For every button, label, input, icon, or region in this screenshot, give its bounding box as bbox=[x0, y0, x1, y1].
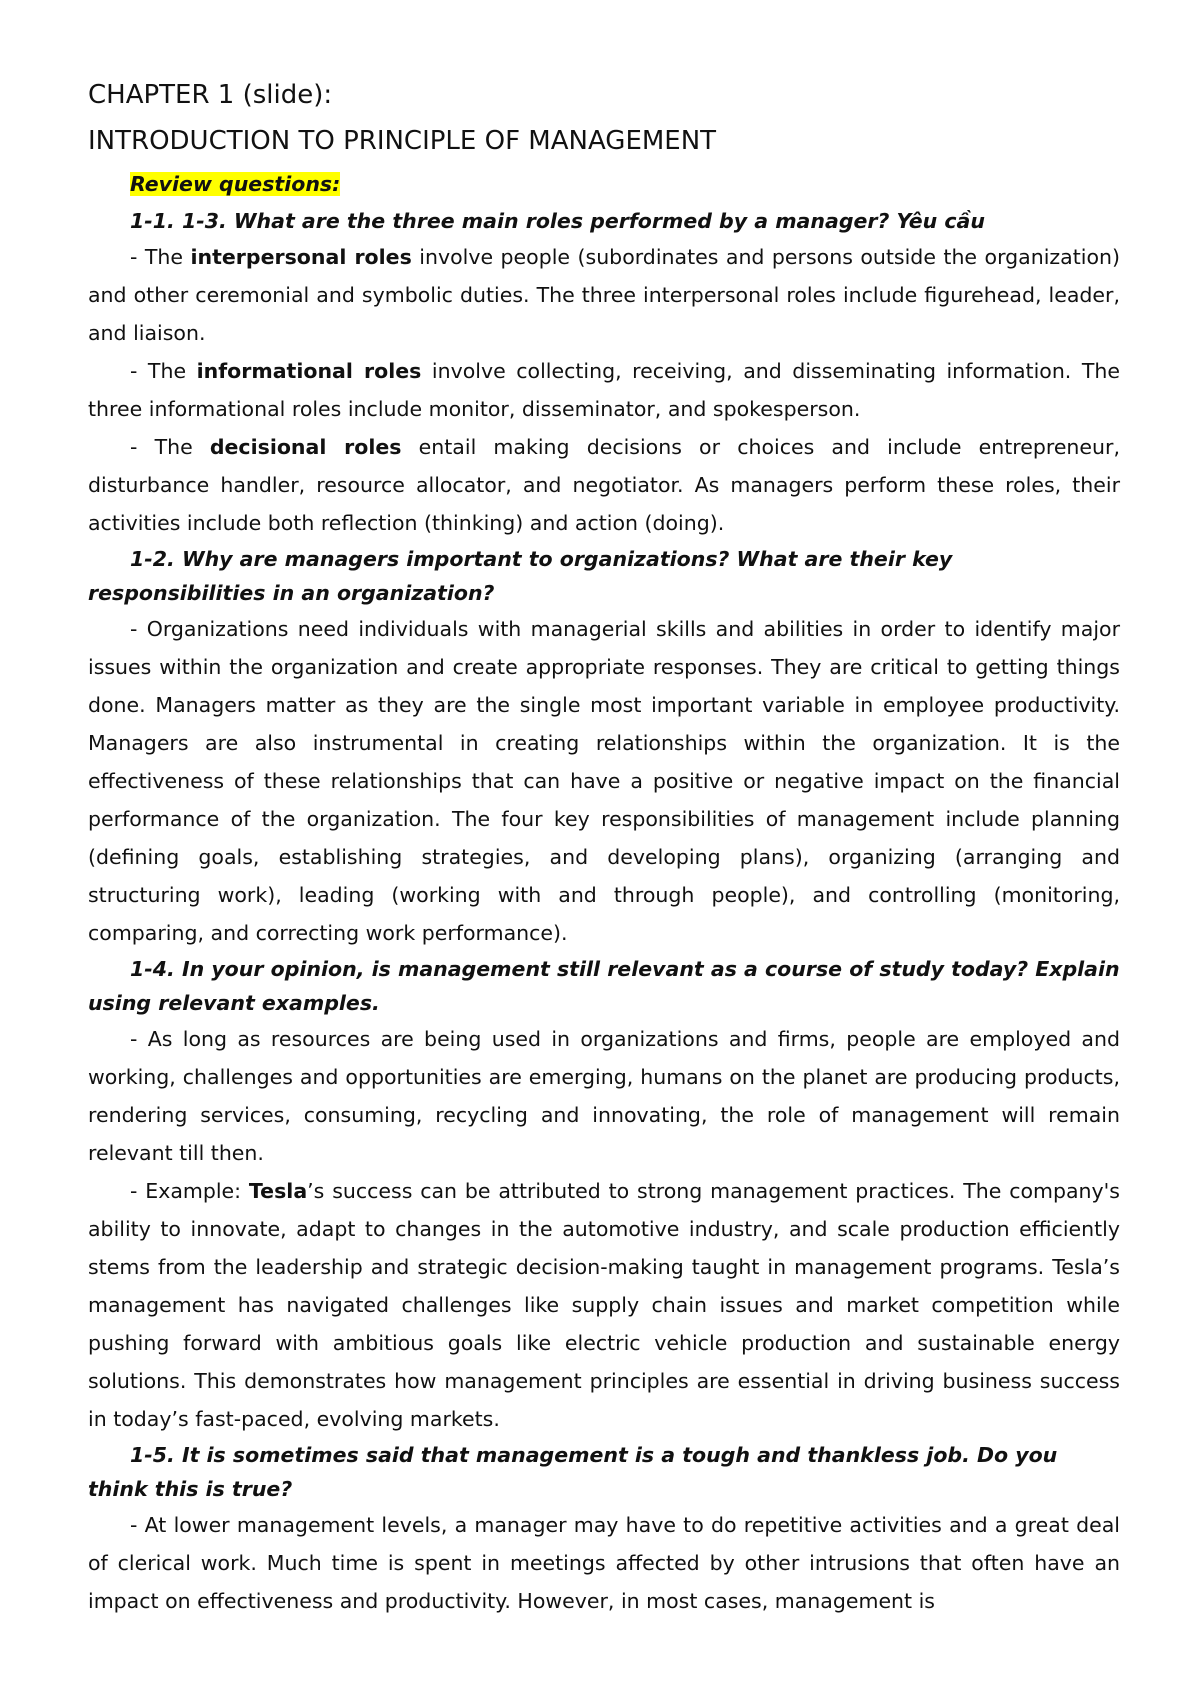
document-page bbox=[88, 72, 1120, 1620]
review-questions-label bbox=[130, 164, 1120, 204]
answer-paragraph: - At lower management levels, a manager may have to do repetitive activities and a great deal of clerical work. Much time is spent in meetings affected by other intrusions that often have an impact on effectiveness and productivity. However, in most cases, management is bbox=[88, 1513, 1120, 1613]
question-1-2: 1-2. Why are managers important to organizations? What are their key responsibilities in an organization? bbox=[88, 547, 953, 605]
answer-paragraph: - As long as resources are being used in organizations and firms, people are employed and working, challenges and opportunities are emerging, humans on the planet are producing products, rendering services, consuming, recycling and innovating, the role of management will remain relevant till then. bbox=[88, 1027, 1120, 1165]
chapter-heading: CHAPTER 1 (slide): bbox=[88, 80, 333, 110]
bold-term: informational roles bbox=[196, 359, 422, 383]
bold-term: decisional roles bbox=[209, 435, 402, 459]
answer-paragraph: - Organizations need individuals with managerial skills and abilities in order to identify major issues within the organization and create appropriate responses. They are critical to getting things done. Managers matter as they are the single most important variable in employee productivity. Managers are also instrumental in creating relationships within the organization. It is the effectiveness of these relationships that can have a positive or negative impact on the financial performance of the organization. The four key responsibilities of management include planning (defining goals, establishing strategies, and developing plans), organizing (arranging and structuring work), leading (working with and through people), and controlling (monitoring, comparing, and correcting work performance). bbox=[88, 617, 1120, 945]
bold-term: interpersonal roles bbox=[190, 245, 412, 269]
chapter-title: INTRODUCTION TO PRINCIPLE OF MANAGEMENT bbox=[88, 126, 717, 156]
answer-paragraph: - The decisional roles entail making decisions or choices and include entrepreneur, disturbance handler, resource allocator, and negotiator. As managers perform these roles, their activities include both reflection (thinking) and action (doing). bbox=[88, 435, 1120, 535]
answer-paragraph: - Example: Tesla’s success can be attributed to strong management practices. The company's ability to innovate, adapt to changes in the automotive industry, and scale production efficiently stems from the leadership and strategic decision-making taught in management programs. Tesla’s management has navigated challenges like supply chain issues and market competition while pushing forward with ambitious goals like electric vehicle production and sustainable energy solutions. This demonstrates how management principles are essential in driving business success in today’s fast-paced, evolving markets. bbox=[88, 1179, 1120, 1431]
bold-term: Tesla bbox=[248, 1179, 308, 1203]
question-1-1: 1-1. 1-3. What are the three main roles performed by a manager? Yêu cầu bbox=[130, 209, 985, 233]
question-1-5: 1-5. It is sometimes said that management is a tough and thankless job. Do you think this is true? bbox=[88, 1443, 1058, 1501]
highlighted-label: Review questions: bbox=[130, 172, 341, 196]
answer-paragraph: - The informational roles involve collecting, receiving, and disseminating information. The three informational roles include monitor, disseminator, and spokesperson. bbox=[88, 359, 1120, 421]
answer-paragraph: - The interpersonal roles involve people (subordinates and persons outside the organization) and other ceremonial and symbolic duties. The three interpersonal roles include figurehead, leader, and liaison. bbox=[88, 245, 1120, 345]
question-1-4: 1-4. In your opinion, is management still relevant as a course of study today? Explain using relevant examples. bbox=[88, 957, 1120, 1015]
